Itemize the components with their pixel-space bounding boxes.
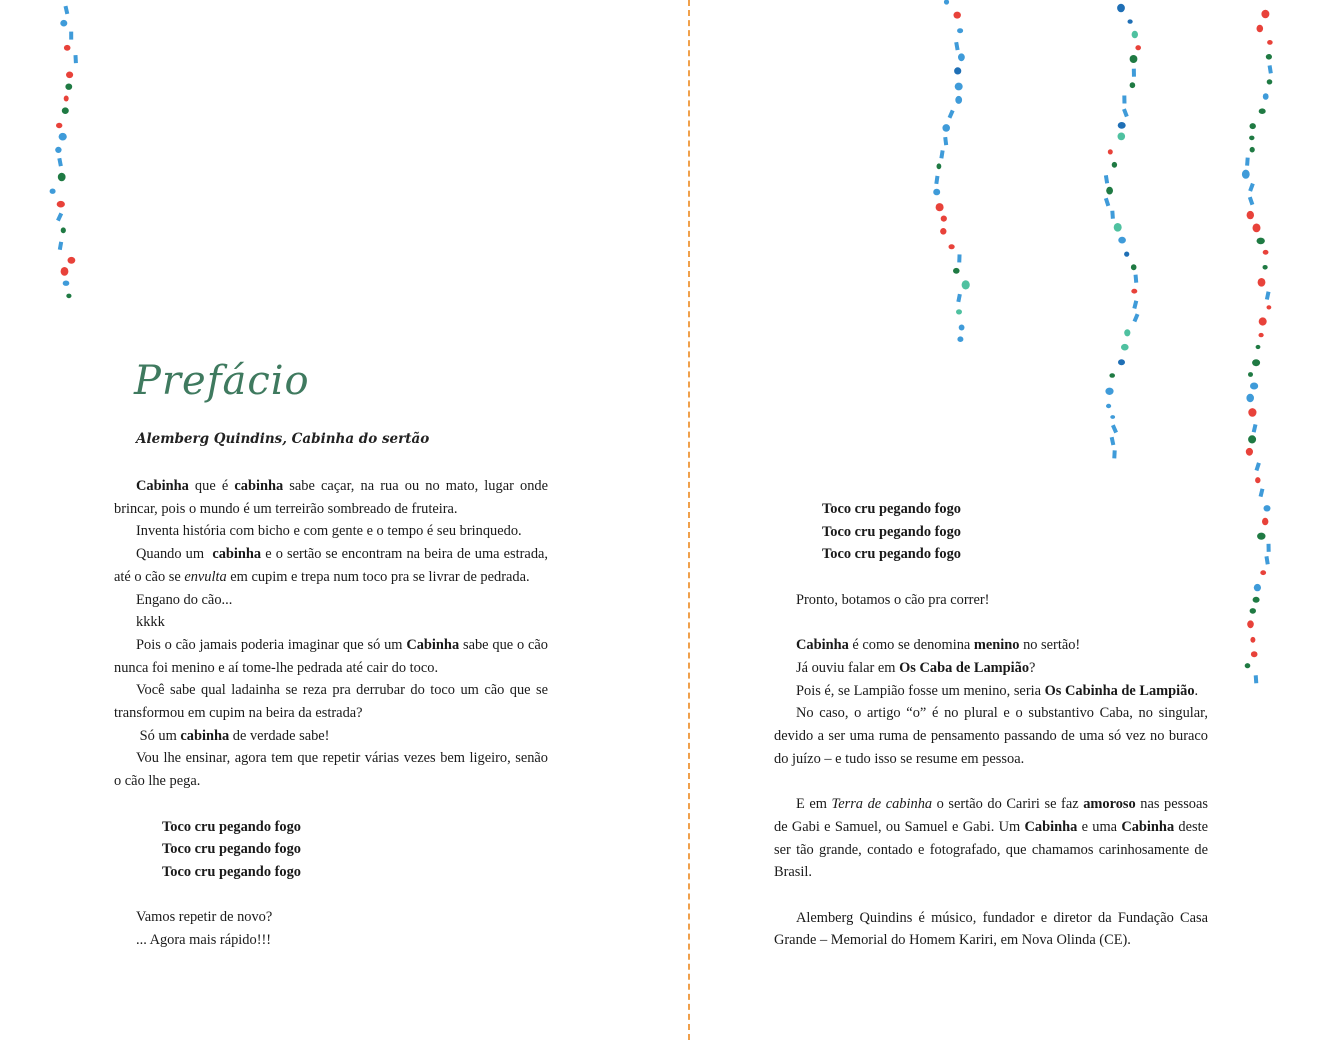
paragraph: kkkk	[136, 614, 165, 631]
chant-line: Toco cru pegando fogo	[162, 841, 301, 858]
paragraph: Vamos repetir de novo?	[136, 909, 273, 926]
paragraph: No caso, o artigo “o” é no plural e o substantivo Caba, no singular, devido a ser uma ruma de pensamento passando de uma só vez no buraco do juízo – e tudo isso se resume em pessoa.	[774, 705, 1208, 767]
paragraph: E em Terra de cabinha o sertão do Cariri se faz amoroso nas pessoas de Gabi e Samuel, ou Samuel e Gabi. Um Cabinha e uma Cabinha deste ser tão grande, contado e fotografado, que chamamos carinhosamente de Brasil.	[774, 796, 1209, 881]
right-body-text	[774, 498, 1208, 952]
left-body-text	[114, 475, 548, 952]
chant-line: Toco cru pegando fogo	[822, 546, 961, 563]
paragraph: Cabinha que é cabinha sabe caçar, na rua ou no mato, lugar onde brincar, pois o mundo é um terreirão sombreado de fruteira.	[114, 478, 548, 517]
paragraph: Só um cabinha de verdade sabe!	[136, 727, 330, 744]
page-title: Prefácio	[134, 358, 310, 404]
chant-line: Toco cru pegando fogo	[162, 863, 301, 880]
paragraph: Vou lhe ensinar, agora tem que repetir várias vezes bem ligeiro, senão o cão lhe pega.	[114, 750, 548, 790]
paragraph: Pois é, se Lampião fosse um menino, seria Os Cabinha de Lampião.	[796, 682, 1199, 699]
paragraph: ... Agora mais rápido!!!	[136, 932, 272, 949]
paragraph: Inventa história com bicho e com gente e o tempo é seu brinquedo.	[136, 523, 522, 540]
chant-line: Toco cru pegando fogo	[162, 818, 301, 835]
paragraph: Pronto, botamos o cão pra correr!	[796, 591, 990, 608]
chant-line: Toco cru pegando fogo	[822, 501, 961, 517]
page-subtitle: Alemberg Quindins, Cabinha do sertão	[136, 431, 430, 447]
paragraph: Engano do cão...	[136, 591, 233, 608]
paragraph: Quando um cabinha e o sertão se encontram na beira de uma estrada, até o cão se envulta em cupim e trepa num toco pra se livrar de pedrada.	[114, 546, 548, 585]
right-page	[690, 0, 1323, 1040]
chant-line: Toco cru pegando fogo	[822, 523, 961, 540]
paragraph: Alemberg Quindins é músico, fundador e diretor da Fundação Casa Grande – Memorial do Homem Kariri, em Nova Olinda (CE).	[774, 909, 1208, 949]
paragraph: Você sabe qual ladainha se reza pra derrubar do toco um cão que se transformou em cupim na beira da estrada?	[114, 682, 548, 722]
paragraph: Cabinha é como se denomina menino no sertão!	[796, 637, 1081, 654]
paragraph: Já ouviu falar em Os Caba de Lampião?	[796, 659, 1036, 676]
paragraph: Pois o cão jamais poderia imaginar que só um Cabinha sabe que o cão nunca foi menino e aí tome-lhe pedrada até cair do toco.	[114, 636, 549, 676]
